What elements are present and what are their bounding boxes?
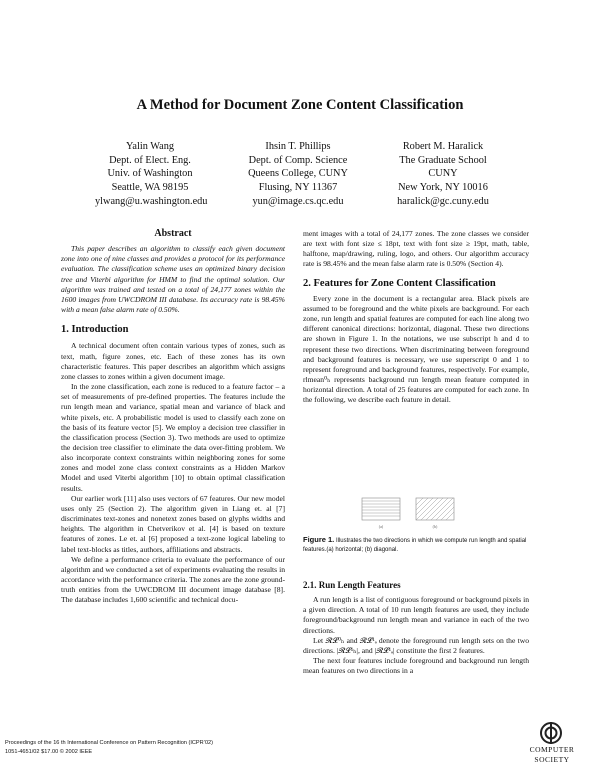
right-column [303,229,529,406]
author-email: ylwang@u.washington.edu [95,195,208,207]
author-line: Seattle, WA 98195 [111,182,189,194]
logo-line-2: SOCIETY [534,755,570,764]
figure-label-b: (b) [432,524,438,529]
author-line: Univ. of Washington [107,168,193,180]
author-email: haralick@gc.cuny.edu [397,195,489,207]
left-column [61,229,285,605]
section21 [303,580,529,676]
section21-paragraph: The next four features include foreground and background run length mean features on two directions in a [303,656,529,676]
intro-paragraph: We define a performance criteria to evaluate the performance of our algorithm and we conducted a set of experiments evaluating the results in accordance with the performance criteria. The zones are the zone ground-truth entities from the UWCDROM III document image database [8]. The database includes 1,600 scientific and technical docu- [61,554,285,605]
section2-paragraph: Every zone in the document is a rectangular area. Black pixels are assumed to be foreground and the white pixels are background. For each zone, run length and spatial features are computed for each line along two different canonical directions: horizontal, diagonal. These two directions are shown in Figure 1. In the notations, we use subscript h and d to represent these two directions. When discriminating between foreground and background features is necessary, we use superscript 0 and 1 to represent foreground and background features, respectively. For example, rlmean⁰ₕ represents background run length mean feature computed in horizontal direction. A total of 25 features are computed for each zone. In the following, we describe each feature in detail. [303,293,529,405]
footer-proceedings: Proceedings of the 16 th International Conference on Pattern Recognition (ICPR’02) [5,740,214,746]
section21-paragraph: A run length is a list of contiguous foreground or background pixels in a given direction. A total of 10 run length features are used, they include foreground/background run length mean and variance in each of the two directions. [303,595,529,635]
section2-heading: 2. Features for Zone Content Classification [303,277,496,289]
figure-1-directions [361,497,456,531]
figure-1b-diagonal [401,498,456,520]
author-name: Ihsin T. Phillips [265,141,331,152]
abstract-text: This paper describes an algorithm to classify each given document zone into one of nine classes and provides a protocol for its performance evaluation. The classification scheme uses an optimized binary decision tree and Viterbi algorithm for HMM to find the optimal solution. Our algorithm was trained and tested on a total of 24,177 zones within the 1600 images from UWCDROM III database. Its accuracy rate is 98.45% with a mean false alarm rate of 0.50%. [61,244,285,315]
footer-copyright: 1051-4651/02 $17.00 © 2002 IEEE [5,749,93,755]
caption-label: Figure 1. [303,535,335,544]
author-1 [95,140,208,209]
author-line: Queens College, CUNY [248,168,348,180]
intro-paragraph: Our earlier work [11] also uses vectors of 67 features. Our new model uses only 25 (Section 2). The algorithm given in Liang et. al [7] discriminates text-zones and nonetext zones based on glyphs widths and heights. The algorithm in Chetverikov et al. [4] is based on texture features of zones. Le et. al [6] proposed a text-zone logical labeling to label text-blocks as titles, authors, affiliations and abstracts. [61,493,285,554]
logo-line-1: COMPUTER [529,745,575,754]
author-name: Robert M. Haralick [402,141,484,152]
author-line: CUNY [428,168,458,180]
section21-paragraph: Let 𝓡𝓛⁰ₕ and 𝓡𝓛¹ₔ denote the foreground run length sets on the two directions. |𝓡𝓛¹ₕ|, and |𝓡𝓛¹ₔ| constitute the first 2 features. [303,635,529,655]
footer [5,739,213,757]
author-line: New York, NY 10016 [398,182,488,194]
figure-1a-horizontal [362,498,400,520]
author-line: Flusing, NY 11367 [258,182,338,194]
computer-society-logo-icon [540,722,562,744]
author-3 [383,140,503,209]
intro-paragraph: A technical document often contain various types of zones, such as text, math, figure zones, etc. Each of these zones has its own characteristic features. This paper describes an algorithm which assigns zone classes to zones within a given document image. [61,341,285,381]
intro-heading: 1. Introduction [61,324,129,336]
figure-1-caption [303,536,529,554]
author-2 [238,140,358,209]
abstract-heading: Abstract [154,228,192,239]
continued-paragraph: ment images with a total of 24,177 zones. The zone classes we consider are text with font size ≤ 18pt, text with font size ≥ 19pt, math, table, halftone, map/drawing, ruling, logo, and others. Our algorithm accuracy rate is 98.45% and the mean false alarm rate is 0.50% (Section 4). [303,229,529,269]
author-email: yun@image.cs.qc.edu [252,195,344,207]
author-line: Dept. of Comp. Science [248,154,348,166]
section21-heading: 2.1. Run Length Features [303,580,401,590]
caption-text: Illustrates the two directions in which we compute run length and spatial features.(a) horizontal; (b) diagonal. [303,538,527,553]
author-line: The Graduate School [399,154,487,166]
figure-label-a: (a) [378,524,384,529]
author-name: Yalin Wang [126,141,174,152]
author-line: Dept. of Elect. Eng. [109,154,191,166]
intro-paragraph: In the zone classification, each zone is reduced to a feature factor – a set of measurements of pre-defined properties. The features include the run length mean and variance, spatial mean and variance of black and white pixels, etc. A probabilistic model is used to classify each zone on the basis of its feature vector [5]. We employ a decision tree classifier in the classification process (Section 3). Two methods are used to optimize the decision tree classifier to eliminate the data over-fitting problem. We also incorporate context constraints within neighboring zones for some zones and model zone class context constraints as a Hidden Markov Model and used Viterbi algorithm [10] to obtain optimal classification results. [61,382,285,493]
paper-title: A Method for Document Zone Content Classification [136,97,464,113]
